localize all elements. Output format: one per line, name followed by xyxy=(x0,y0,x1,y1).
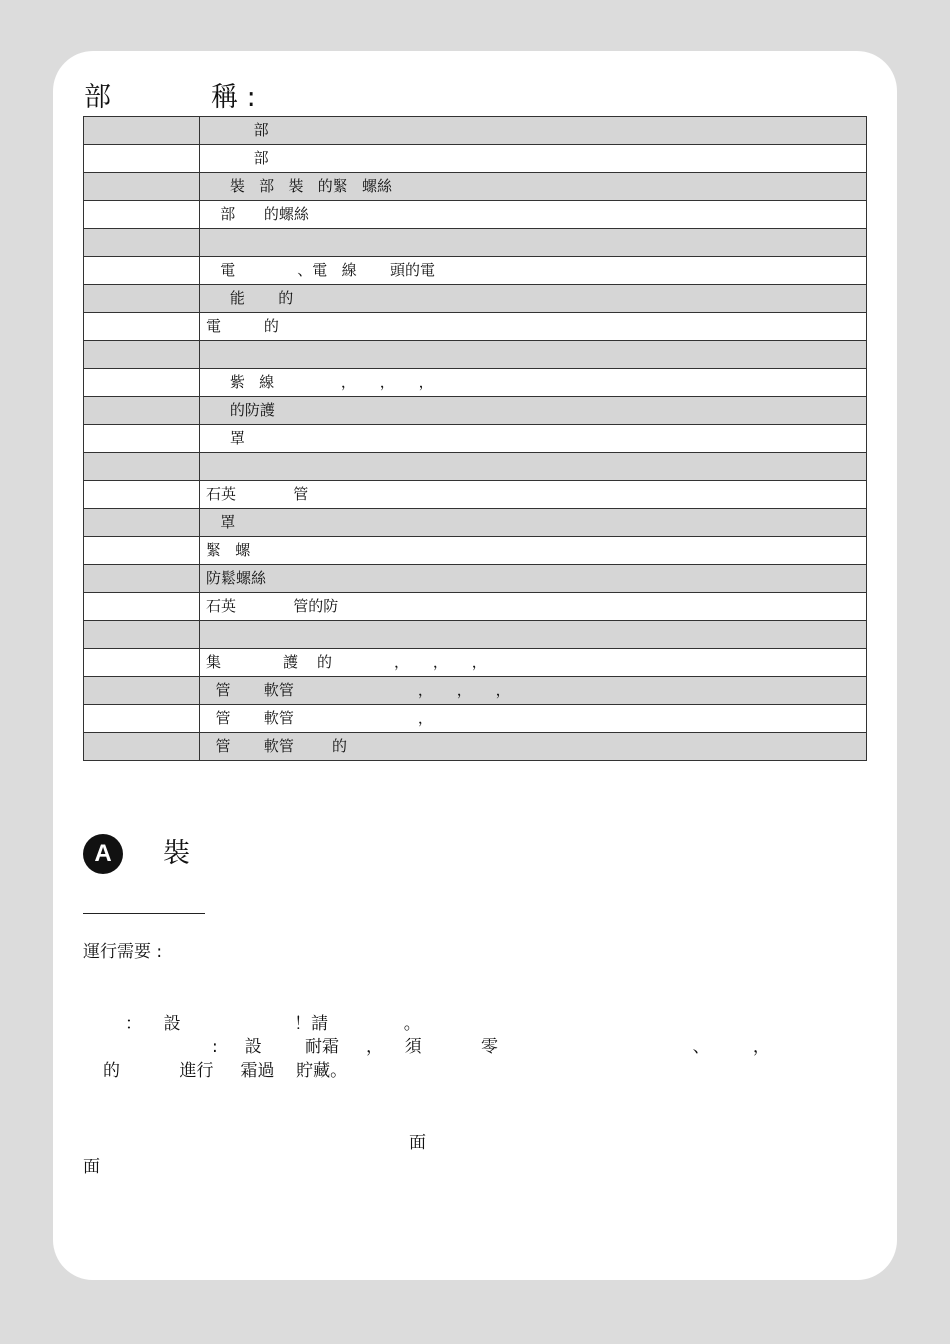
part-description-cell: 的防護 xyxy=(200,397,867,425)
part-description-cell: 罩 xyxy=(200,425,867,453)
table-row xyxy=(84,201,867,229)
part-number-cell xyxy=(84,201,200,229)
table-row xyxy=(84,229,867,257)
part-description-cell: 緊 螺 xyxy=(200,537,867,565)
part-description-cell: 管 軟管 ， ， ， xyxy=(200,677,867,705)
part-number-cell xyxy=(84,649,200,677)
table-row xyxy=(84,537,867,565)
part-description-cell: 部 xyxy=(200,117,867,145)
part-number-cell xyxy=(84,397,200,425)
part-description-cell: 部 xyxy=(200,145,867,173)
table-row xyxy=(84,397,867,425)
part-number-cell xyxy=(84,565,200,593)
part-number-cell xyxy=(84,537,200,565)
section-a xyxy=(83,834,383,874)
table-row xyxy=(84,117,867,145)
part-number-cell xyxy=(84,285,200,313)
part-description-cell xyxy=(200,453,867,481)
table-row xyxy=(84,705,867,733)
parts-heading-right: 稱 : xyxy=(211,82,256,113)
table-row xyxy=(84,453,867,481)
bottom-text-2: 面 xyxy=(83,1157,100,1177)
part-description-cell xyxy=(200,621,867,649)
part-description-cell: 防鬆螺絲 xyxy=(200,565,867,593)
part-number-cell xyxy=(84,369,200,397)
table-row xyxy=(84,145,867,173)
part-number-cell xyxy=(84,341,200,369)
part-number-cell xyxy=(84,117,200,145)
table-row xyxy=(84,733,867,761)
table-row xyxy=(84,649,867,677)
part-number-cell xyxy=(84,257,200,285)
note-line-2: : 設 耐霜 ， 須 零 、 ， xyxy=(212,1037,770,1057)
part-number-cell xyxy=(84,313,200,341)
part-number-cell xyxy=(84,173,200,201)
part-number-cell xyxy=(84,733,200,761)
table-row xyxy=(84,481,867,509)
parts-heading xyxy=(84,81,384,115)
part-description-cell: 石英 管 xyxy=(200,481,867,509)
part-number-cell xyxy=(84,593,200,621)
part-description-cell: 石英 管的防 xyxy=(200,593,867,621)
part-description-cell: 管 軟管 的 xyxy=(200,733,867,761)
part-description-cell: 部 的螺絲 xyxy=(200,201,867,229)
parts-table xyxy=(83,116,867,761)
part-number-cell xyxy=(84,145,200,173)
bottom-text-1: 面 xyxy=(409,1133,426,1153)
part-description-cell: 紫 線 ， ， ， xyxy=(200,369,867,397)
table-row xyxy=(84,677,867,705)
table-row xyxy=(84,593,867,621)
parts-heading-left: 部 xyxy=(84,82,111,113)
table-row xyxy=(84,621,867,649)
part-number-cell xyxy=(84,677,200,705)
part-number-cell xyxy=(84,229,200,257)
table-row xyxy=(84,565,867,593)
part-number-cell xyxy=(84,509,200,537)
note-line-3: 的 進行 霜過 貯藏。 xyxy=(103,1061,348,1081)
table-row xyxy=(84,425,867,453)
table-row xyxy=(84,257,867,285)
note-line-1: ： 設 ！請 。 xyxy=(125,1014,421,1034)
section-a-badge: A xyxy=(83,834,123,874)
part-number-cell xyxy=(84,453,200,481)
part-description-cell xyxy=(200,341,867,369)
table-row xyxy=(84,173,867,201)
table-row xyxy=(84,341,867,369)
part-description-cell xyxy=(200,229,867,257)
section-a-title: 裝 xyxy=(163,838,190,869)
part-description-cell: 裝 部 裝 的緊 螺絲 xyxy=(200,173,867,201)
table-row xyxy=(84,369,867,397)
part-number-cell xyxy=(84,705,200,733)
part-number-cell xyxy=(84,425,200,453)
part-description-cell: 電 、電 線 頭的電 xyxy=(200,257,867,285)
part-description-cell: 能 的 xyxy=(200,285,867,313)
section-divider xyxy=(83,913,205,914)
part-description-cell: 電 的 xyxy=(200,313,867,341)
table-row xyxy=(84,285,867,313)
part-number-cell xyxy=(84,621,200,649)
part-description-cell: 集 護 的 ， ， ， xyxy=(200,649,867,677)
part-description-cell: 罩 xyxy=(200,509,867,537)
manual-page xyxy=(53,51,897,1280)
table-row xyxy=(84,313,867,341)
requirements-label: 運行需要 : xyxy=(83,942,163,962)
table-row xyxy=(84,509,867,537)
part-description-cell: 管 軟管 ， xyxy=(200,705,867,733)
part-number-cell xyxy=(84,481,200,509)
